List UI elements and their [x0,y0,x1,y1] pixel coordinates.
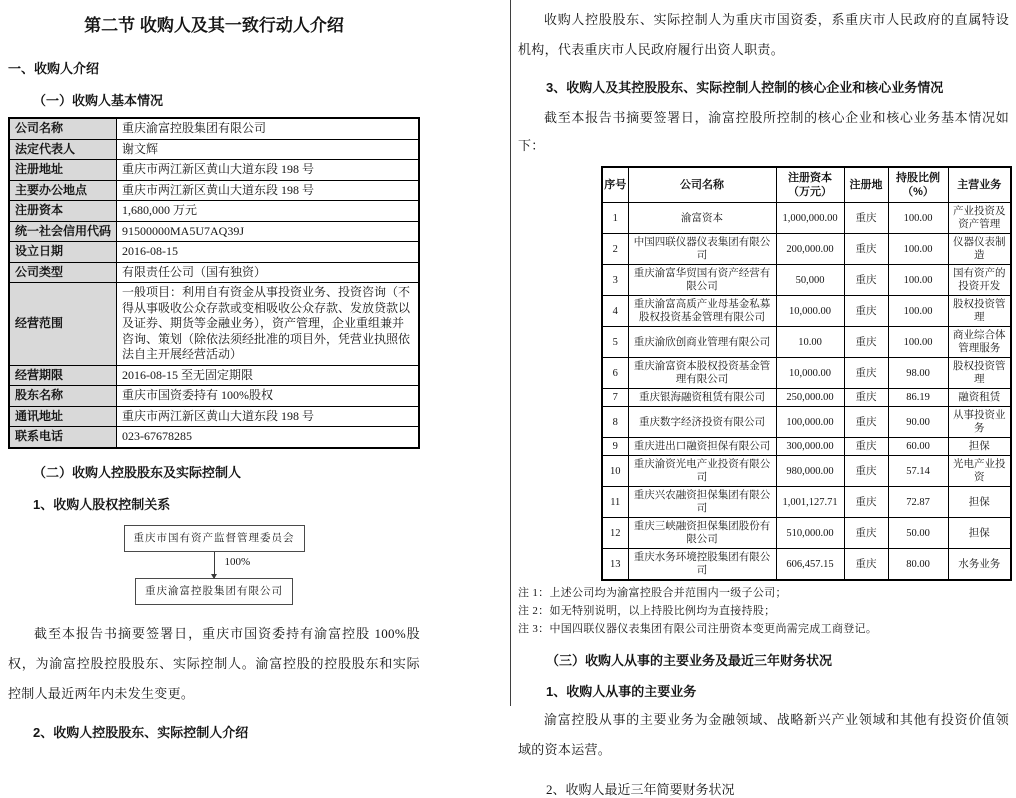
main-business: 商业综合体管理服务 [948,327,1011,358]
info-field-label: 通讯地址 [9,406,117,427]
paragraph-main-business: 渝富控股从事的主要业务为金融领域、战略新兴产业领域和其他有投资价值领域的资本运营。 [518,712,1009,757]
registration-place: 重庆 [844,296,888,327]
registration-place: 重庆 [844,438,888,456]
core-table-header-row [602,167,1011,203]
registered-capital: 50,000 [776,265,844,296]
info-field-value: 重庆市国资委持有 100%股权 [117,386,420,407]
page-title: 第二节 收购人及其一致行动人介绍 [84,16,344,35]
heading-recent-financials: 2、收购人最近三年简要财务状况 [546,782,735,797]
main-business: 仪器仪表制造 [948,234,1011,265]
company-name: 重庆数字经济投资有限公司 [628,407,776,438]
org-box-child: 重庆渝富控股集团有限公司 [135,578,293,605]
registered-capital: 10,000.00 [776,358,844,389]
info-table-row [9,221,419,242]
info-field-label: 公司名称 [9,118,117,139]
info-field-label: 法定代表人 [9,139,117,160]
info-field-label: 股东名称 [9,386,117,407]
core-enterprises-table [601,166,1012,581]
shareholding-percent: 100.00 [888,203,948,234]
info-field-value: 谢文辉 [117,139,420,160]
shareholding-percent: 86.19 [888,389,948,407]
arrow-down-icon [211,574,217,579]
company-name: 渝富资本 [628,203,776,234]
shareholding-percent: 80.00 [888,549,948,581]
row-index: 12 [602,518,628,549]
row-index: 4 [602,296,628,327]
shareholding-percent: 90.00 [888,407,948,438]
registration-place: 重庆 [844,358,888,389]
registration-place: 重庆 [844,389,888,407]
company-name: 重庆兴农融资担保集团有限公司 [628,487,776,518]
main-business: 股权投资管理 [948,296,1011,327]
core-table-column-header: 注册资本（万元） [776,167,844,203]
info-table-row [9,160,419,181]
info-field-value: 重庆渝富控股集团有限公司 [117,118,420,139]
core-table-row [602,438,1011,456]
info-table-row [9,180,419,201]
core-table-body [602,203,1011,581]
core-table-row [602,203,1011,234]
info-table-row [9,262,419,283]
core-table-row [602,407,1011,438]
registered-capital: 10,000.00 [776,296,844,327]
registered-capital: 10.00 [776,327,844,358]
registered-capital: 1,001,127.71 [776,487,844,518]
row-index: 6 [602,358,628,389]
acquirer-info-table [8,117,420,449]
core-table-column-header: 注册地 [844,167,888,203]
info-field-value: 重庆市两江新区黄山大道东段 198 号 [117,180,420,201]
main-business: 产业投资及资产管理 [948,203,1011,234]
registered-capital: 250,000.00 [776,389,844,407]
shareholding-percent: 98.00 [888,358,948,389]
company-name: 重庆渝资光电产业投资有限公司 [628,456,776,487]
page-left [0,0,510,740]
page-right [511,0,1016,797]
info-table-row [9,201,419,222]
paragraph-sasac-statement: 收购人控股股东、实际控制人为重庆市国资委，系重庆市人民政府的直属特设机构，代表重庆市人民政府履行出资人职责。 [518,12,1009,57]
registration-place: 重庆 [844,456,888,487]
core-table-row [602,358,1011,389]
info-table-row [9,427,419,448]
heading-equity-control-relation: 1、收购人股权控制关系 [33,496,171,512]
info-table-row [9,283,419,366]
core-table-column-header: 持股比例（%） [888,167,948,203]
core-table-row [602,518,1011,549]
info-table-body [9,118,419,448]
main-business: 光电产业投资 [948,456,1011,487]
row-index: 2 [602,234,628,265]
company-name: 重庆进出口融资担保有限公司 [628,438,776,456]
heading-main-business-finance: （三）收购人从事的主要业务及最近三年财务状况 [546,653,833,668]
company-name: 重庆渝欣创商业管理有限公司 [628,327,776,358]
core-table-row [602,296,1011,327]
info-field-value: 一般项目：利用自有资金从事投资业务、投资咨询（不得从事吸收公众存款或变相吸收公众存款、发放贷款以及证券、期货等金融业务），资产管理，企业重组兼并咨询、策划（除依法须经批准的项目外，凭营业执照依法自主开展经营活动） [117,283,420,366]
row-index: 10 [602,456,628,487]
heading-acquirer-basic-info: （一）收购人基本情况 [33,93,164,108]
registration-place: 重庆 [844,234,888,265]
registration-place: 重庆 [844,265,888,296]
info-field-label: 注册地址 [9,160,117,181]
core-table-row [602,487,1011,518]
info-field-value: 2016-08-15 [117,242,420,263]
info-table-row [9,386,419,407]
main-business: 担保 [948,487,1011,518]
main-business: 股权投资管理 [948,358,1011,389]
registration-place: 重庆 [844,327,888,358]
info-table-row [9,242,419,263]
info-field-value: 重庆市两江新区黄山大道东段 198 号 [117,406,420,427]
row-index: 8 [602,407,628,438]
shareholding-percent: 100.00 [888,327,948,358]
info-field-label: 公司类型 [9,262,117,283]
company-name: 重庆水务环境控股集团有限公司 [628,549,776,581]
heading-main-business: 1、收购人从事的主要业务 [546,684,697,699]
heading-section-1: 一、收购人介绍 [8,61,100,76]
table-notes [518,584,1013,638]
registered-capital: 1,000,000.00 [776,203,844,234]
info-field-label: 联系电话 [9,427,117,448]
registered-capital: 100,000.00 [776,407,844,438]
main-business: 水务业务 [948,549,1011,581]
registered-capital: 980,000.00 [776,456,844,487]
core-table-row [602,265,1011,296]
note-line: 注 2：如无特别说明，以上持股比例均为直接持股； [518,605,776,617]
row-index: 9 [602,438,628,456]
core-table-row [602,549,1011,581]
company-name: 重庆渝富高质产业母基金私募股权投资基金管理有限公司 [628,296,776,327]
core-table-row [602,389,1011,407]
shareholding-percent: 100.00 [888,265,948,296]
org-connector-line [214,552,251,578]
shareholding-percent: 50.00 [888,518,948,549]
company-name: 重庆三峡融资担保集团股份有限公司 [628,518,776,549]
info-field-value: 有限责任公司（国有独资） [117,262,420,283]
info-field-label: 设立日期 [9,242,117,263]
heading-core-enterprises: 3、收购人及其控股股东、实际控制人控制的核心企业和核心业务情况 [546,80,944,95]
info-field-label: 注册资本 [9,201,117,222]
info-field-value: 重庆市两江新区黄山大道东段 198 号 [117,160,420,181]
main-business: 国有资产的投资开发 [948,265,1011,296]
heading-controlling-shareholder: （二）收购人控股股东及实际控制人 [33,464,242,480]
row-index: 3 [602,265,628,296]
info-field-label: 统一社会信用代码 [9,221,117,242]
shareholding-percent: 72.87 [888,487,948,518]
info-table-row [9,406,419,427]
core-table-column-header: 主营业务 [948,167,1011,203]
note-line: 注 1：上述公司均为渝富控股合并范围内一级子公司； [518,587,787,599]
registered-capital: 300,000.00 [776,438,844,456]
org-box-parent: 重庆市国有资产监督管理委员会 [124,525,305,552]
main-business: 担保 [948,438,1011,456]
main-business: 融资租赁 [948,389,1011,407]
row-index: 11 [602,487,628,518]
registration-place: 重庆 [844,487,888,518]
core-table-column-header: 序号 [602,167,628,203]
company-name: 重庆渝富华贸国有资产经营有限公司 [628,265,776,296]
registration-place: 重庆 [844,203,888,234]
core-table-column-header: 公司名称 [628,167,776,203]
core-table-row [602,456,1011,487]
row-index: 7 [602,389,628,407]
info-field-value: 1,680,000 万元 [117,201,420,222]
registered-capital: 510,000.00 [776,518,844,549]
registered-capital: 606,457.15 [776,549,844,581]
shareholding-percent: 100.00 [888,296,948,327]
info-table-row [9,365,419,386]
company-name: 重庆渝富资本股权投资基金管理有限公司 [628,358,776,389]
company-name: 中国四联仪器仪表集团有限公司 [628,234,776,265]
info-field-value: 023-67678285 [117,427,420,448]
main-business: 从事投资业务 [948,407,1011,438]
registration-place: 重庆 [844,407,888,438]
info-table-row [9,118,419,139]
row-index: 1 [602,203,628,234]
paragraph-control-statement: 截至本报告书摘要签署日，重庆市国资委持有渝富控股 100%股权，为渝富控股控股股东、实际控制人。渝富控股的控股股东和实际控制人最近两年内未发生变更。 [8,625,420,701]
registration-place: 重庆 [844,549,888,581]
row-index: 13 [602,549,628,581]
info-field-value: 2016-08-15 至无固定期限 [117,365,420,386]
row-index: 5 [602,327,628,358]
heading-controller-intro: 2、收购人控股股东、实际控制人介绍 [33,724,249,740]
core-table-row [602,234,1011,265]
core-table-row [602,327,1011,358]
info-table-row [9,139,419,160]
registration-place: 重庆 [844,518,888,549]
main-business: 担保 [948,518,1011,549]
shareholding-percent: 100.00 [888,234,948,265]
shareholding-percent: 60.00 [888,438,948,456]
registered-capital: 200,000.00 [776,234,844,265]
paragraph-core-intro: 截至本报告书摘要签署日，渝富控股所控制的核心企业和核心业务基本情况如下： [518,110,1009,153]
note-line: 注 3：中国四联仪器仪表集团有限公司注册资本变更尚需完成工商登记。 [518,623,878,635]
equity-control-chart [8,525,420,605]
info-field-label: 经营范围 [9,283,117,366]
shareholding-percent: 57.14 [888,456,948,487]
info-field-value: 91500000MA5U7AQ39J [117,221,420,242]
company-name: 重庆银海融资租赁有限公司 [628,389,776,407]
ownership-percent-label: 100% [224,555,251,568]
info-field-label: 主要办公地点 [9,180,117,201]
info-field-label: 经营期限 [9,365,117,386]
